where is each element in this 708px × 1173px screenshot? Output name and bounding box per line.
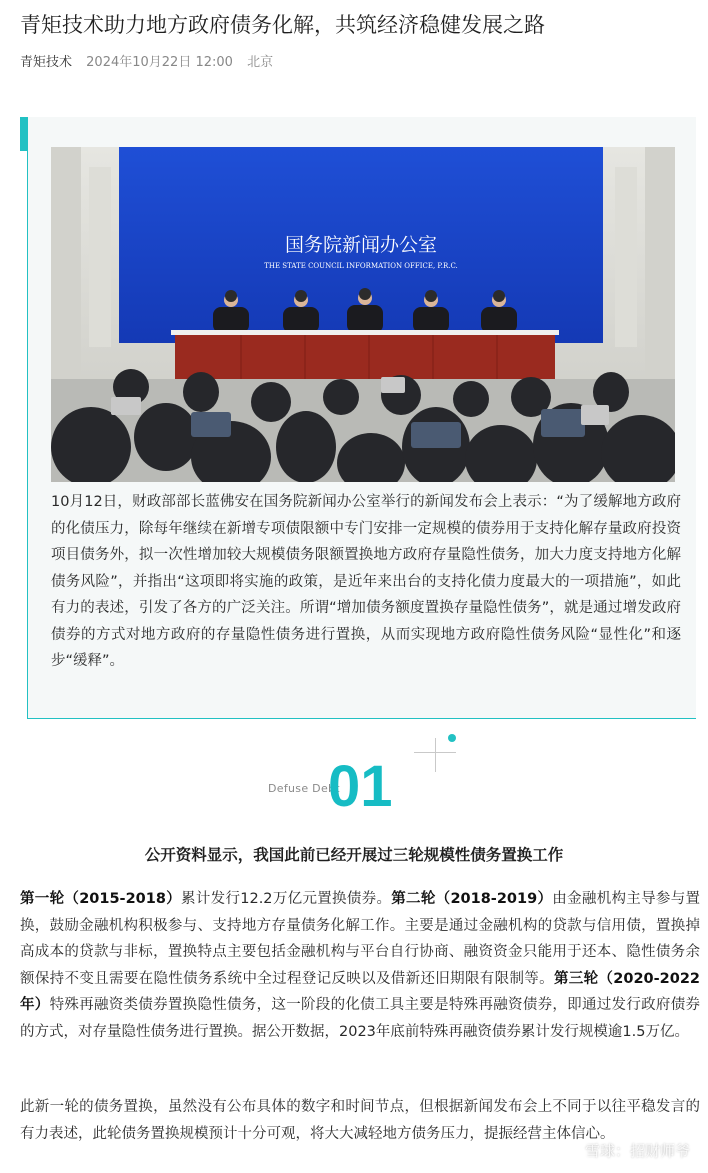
xueqiu-watermark bbox=[560, 1140, 690, 1161]
article-meta bbox=[20, 54, 283, 72]
paragraph-outlook: 此新一轮的债务置换，虽然没有公布具体的数字和时间节点，但根据新闻发布会上不同于以往平稳发言的有力表述，此轮债务置换规模预计十分可观，将大大减轻地方债务压力，提振经营主体信心。 bbox=[20, 1099, 700, 1142]
section-title: 公开资料显示，我国此前已经开展过三轮规模性债务置换工作 bbox=[144, 846, 564, 864]
card-accent-bar bbox=[20, 117, 28, 151]
photo-caption: 10月12日，财政部部长蓝佛安在国务院新闻办公室举行的新闻发布会上表示：“为了缓解地方政府的化债压力，除每年继续在新增专项债限额中专门安排一定规模的债券用于支持化解存量政府投资项目债务外，拟一次性增加较大规模债务限额置换地方政府存量隐性债务，加大力度支持地方化解债务风险”，并指出“这项即将实施的政策，是近年来出台的支持化债力度最大的一项措施”，如此有力的表述，引发了各方的广泛关注。所谓“增加债务额度置换存量隐性债务”，就是通过增发政府债券的方式对地方政府的存量隐性债务进行置换，从而实现地方政府隐性债务风险“显性化”和逐步“缓释”。 bbox=[51, 494, 681, 669]
snowball-logo-icon bbox=[560, 1141, 580, 1161]
round2-label: 第二轮（2018-2019） bbox=[391, 891, 553, 907]
round3-label: 第三轮（2020-2022年） bbox=[20, 970, 700, 1013]
publish-location: 北京 bbox=[247, 55, 274, 70]
section-subtitle: Defuse Debt bbox=[268, 782, 340, 795]
round3-text: 特殊再融资类债券置换隐性债务，这一阶段的化债工具主要是特殊再融资债券，即通过发行政府债券的方式，对存量隐性债务进行置换。据公开数据，2023年底前特殊再融资债券累计发行规模逾1.5万亿。 bbox=[20, 997, 700, 1040]
watermark-text: 雪球：招财师爷 bbox=[584, 1142, 690, 1160]
round2-text: 由金融机构主导参与置换，鼓励金融机构积极参与、支持地方存量债务化解工作。主要是通过金融机构的贷款与信用债，置换掉高成本的贷款与非标，置换特点主要包括金融机构与平台自行协商、融资资金只能用于还本、隐性债务余额保持不变且需要在隐性债务系统中全过程登记反映以及借新还旧期限有限制等。 bbox=[20, 891, 701, 987]
publish-datetime: 2024年10月22日 12:00 bbox=[86, 55, 233, 70]
round1-label: 第一轮（2015-2018） bbox=[20, 891, 182, 907]
banner-en-text: THE STATE COUNCIL INFORMATION OFFICE, P.R.C. bbox=[264, 262, 458, 270]
banner-cn-text: 国务院新闻办公室 bbox=[284, 234, 438, 256]
press-conference-photo bbox=[51, 147, 675, 482]
paragraph-rounds bbox=[20, 886, 700, 1045]
decor-line-vertical bbox=[435, 738, 436, 772]
round1-text: 累计发行12.2万亿元置换债券。 bbox=[181, 891, 392, 907]
article-title: 青矩技术助力地方政府债务化解，共筑经济稳健发展之路 bbox=[20, 13, 545, 37]
decor-dot bbox=[448, 734, 456, 742]
author-link[interactable]: 青矩技术 bbox=[20, 55, 73, 70]
section-number: 01 bbox=[328, 754, 393, 819]
